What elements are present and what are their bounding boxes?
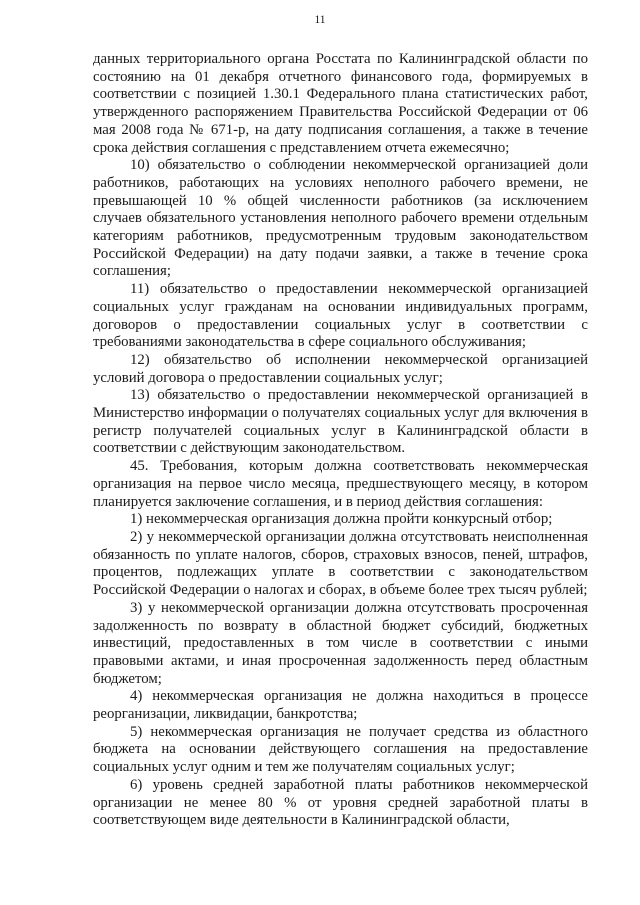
paragraph-requirement-4: 4) некоммерческая организация не должна находиться в процессе реорганизации, ликвидации, банкротства; — [93, 688, 588, 723]
paragraph-requirement-2: 2) у некоммерческой организации должна отсутствовать неисполненная обязанность по уплате налогов, сборов, страховых взносов, пеней, штрафов, процентов, подлежащих уплате в соответствии с законодательством Российской Федерации о налогах и сборах, в объеме более трех тысяч рублей; — [93, 528, 588, 599]
paragraph-item-12: 12) обязательство об исполнении некоммерческой организацией условий договора о предоставлении социальных услуг; — [93, 351, 588, 386]
paragraph-item-10: 10) обязательство о соблюдении некоммерческой организацией доли работников, работающих на условиях неполного рабочего времени, не превышающей 10 % общей численности работников (за исключением случаев обязательного установления неполного рабочего времени отдельным категориям работников, предусмотренным трудовым законодательством Российской Федерации) на дату подачи заявки, а также в течение срока соглашения; — [93, 157, 588, 280]
document-body — [93, 51, 588, 830]
page-number: 11 — [314, 14, 326, 26]
paragraph-requirement-3: 3) у некоммерческой организации должна отсутствовать просроченная задолженность по возврату в областной бюджет субсидий, бюджетных инвестиций, предоставленных в том числе в соответствии с иными правовыми актами, и иная просроченная задолженность перед областным бюджетом; — [93, 599, 588, 687]
paragraph-continuation: данных территориального органа Росстата по Калининградской области по состоянию на 01 декабря отчетного финансового года, формируемых в соответствии с позицией 1.30.1 Федерального плана статистических работ, утвержденного распоряжением Правительства Российской Федерации от 06 мая 2008 года № 671-р, на дату подписания соглашения, а также в течение срока действия соглашения с представлением отчета ежемесячно; — [93, 51, 588, 156]
paragraph-item-11: 11) обязательство о предоставлении некоммерческой организацией социальных услуг гражданам на основании индивидуальных программ, договоров о предоставлении социальных услуг в соответствии с требованиями законодательства в сфере социального обслуживания; — [93, 281, 588, 351]
paragraph-requirement-1: 1) некоммерческая организация должна пройти конкурсный отбор; — [130, 511, 553, 528]
paragraph-section-45: 45. Требования, которым должна соответствовать некоммерческая организация на первое число месяца, предшествующего месяцу, в котором планируется заключение соглашения, и в период действия соглашения: — [93, 458, 588, 510]
paragraph-requirement-6: 6) уровень средней заработной платы работников некоммерческой организации не менее 80 % от уровня средней заработной платы в соответствующем виде деятельности в Калининградской области, — [93, 776, 588, 829]
paragraph-item-13: 13) обязательство о предоставлении некоммерческой организацией в Министерство информации о получателях социальных услуг для включения в регистр получателей социальных услуг в Калининградской области в соответствии с действующим законодательством. — [93, 387, 588, 457]
paragraph-requirement-5: 5) некоммерческая организация не получает средства из областного бюджета на основании действующего соглашения на предоставление социальных услуг одним и тем же получателям социальных услуг; — [93, 723, 588, 776]
